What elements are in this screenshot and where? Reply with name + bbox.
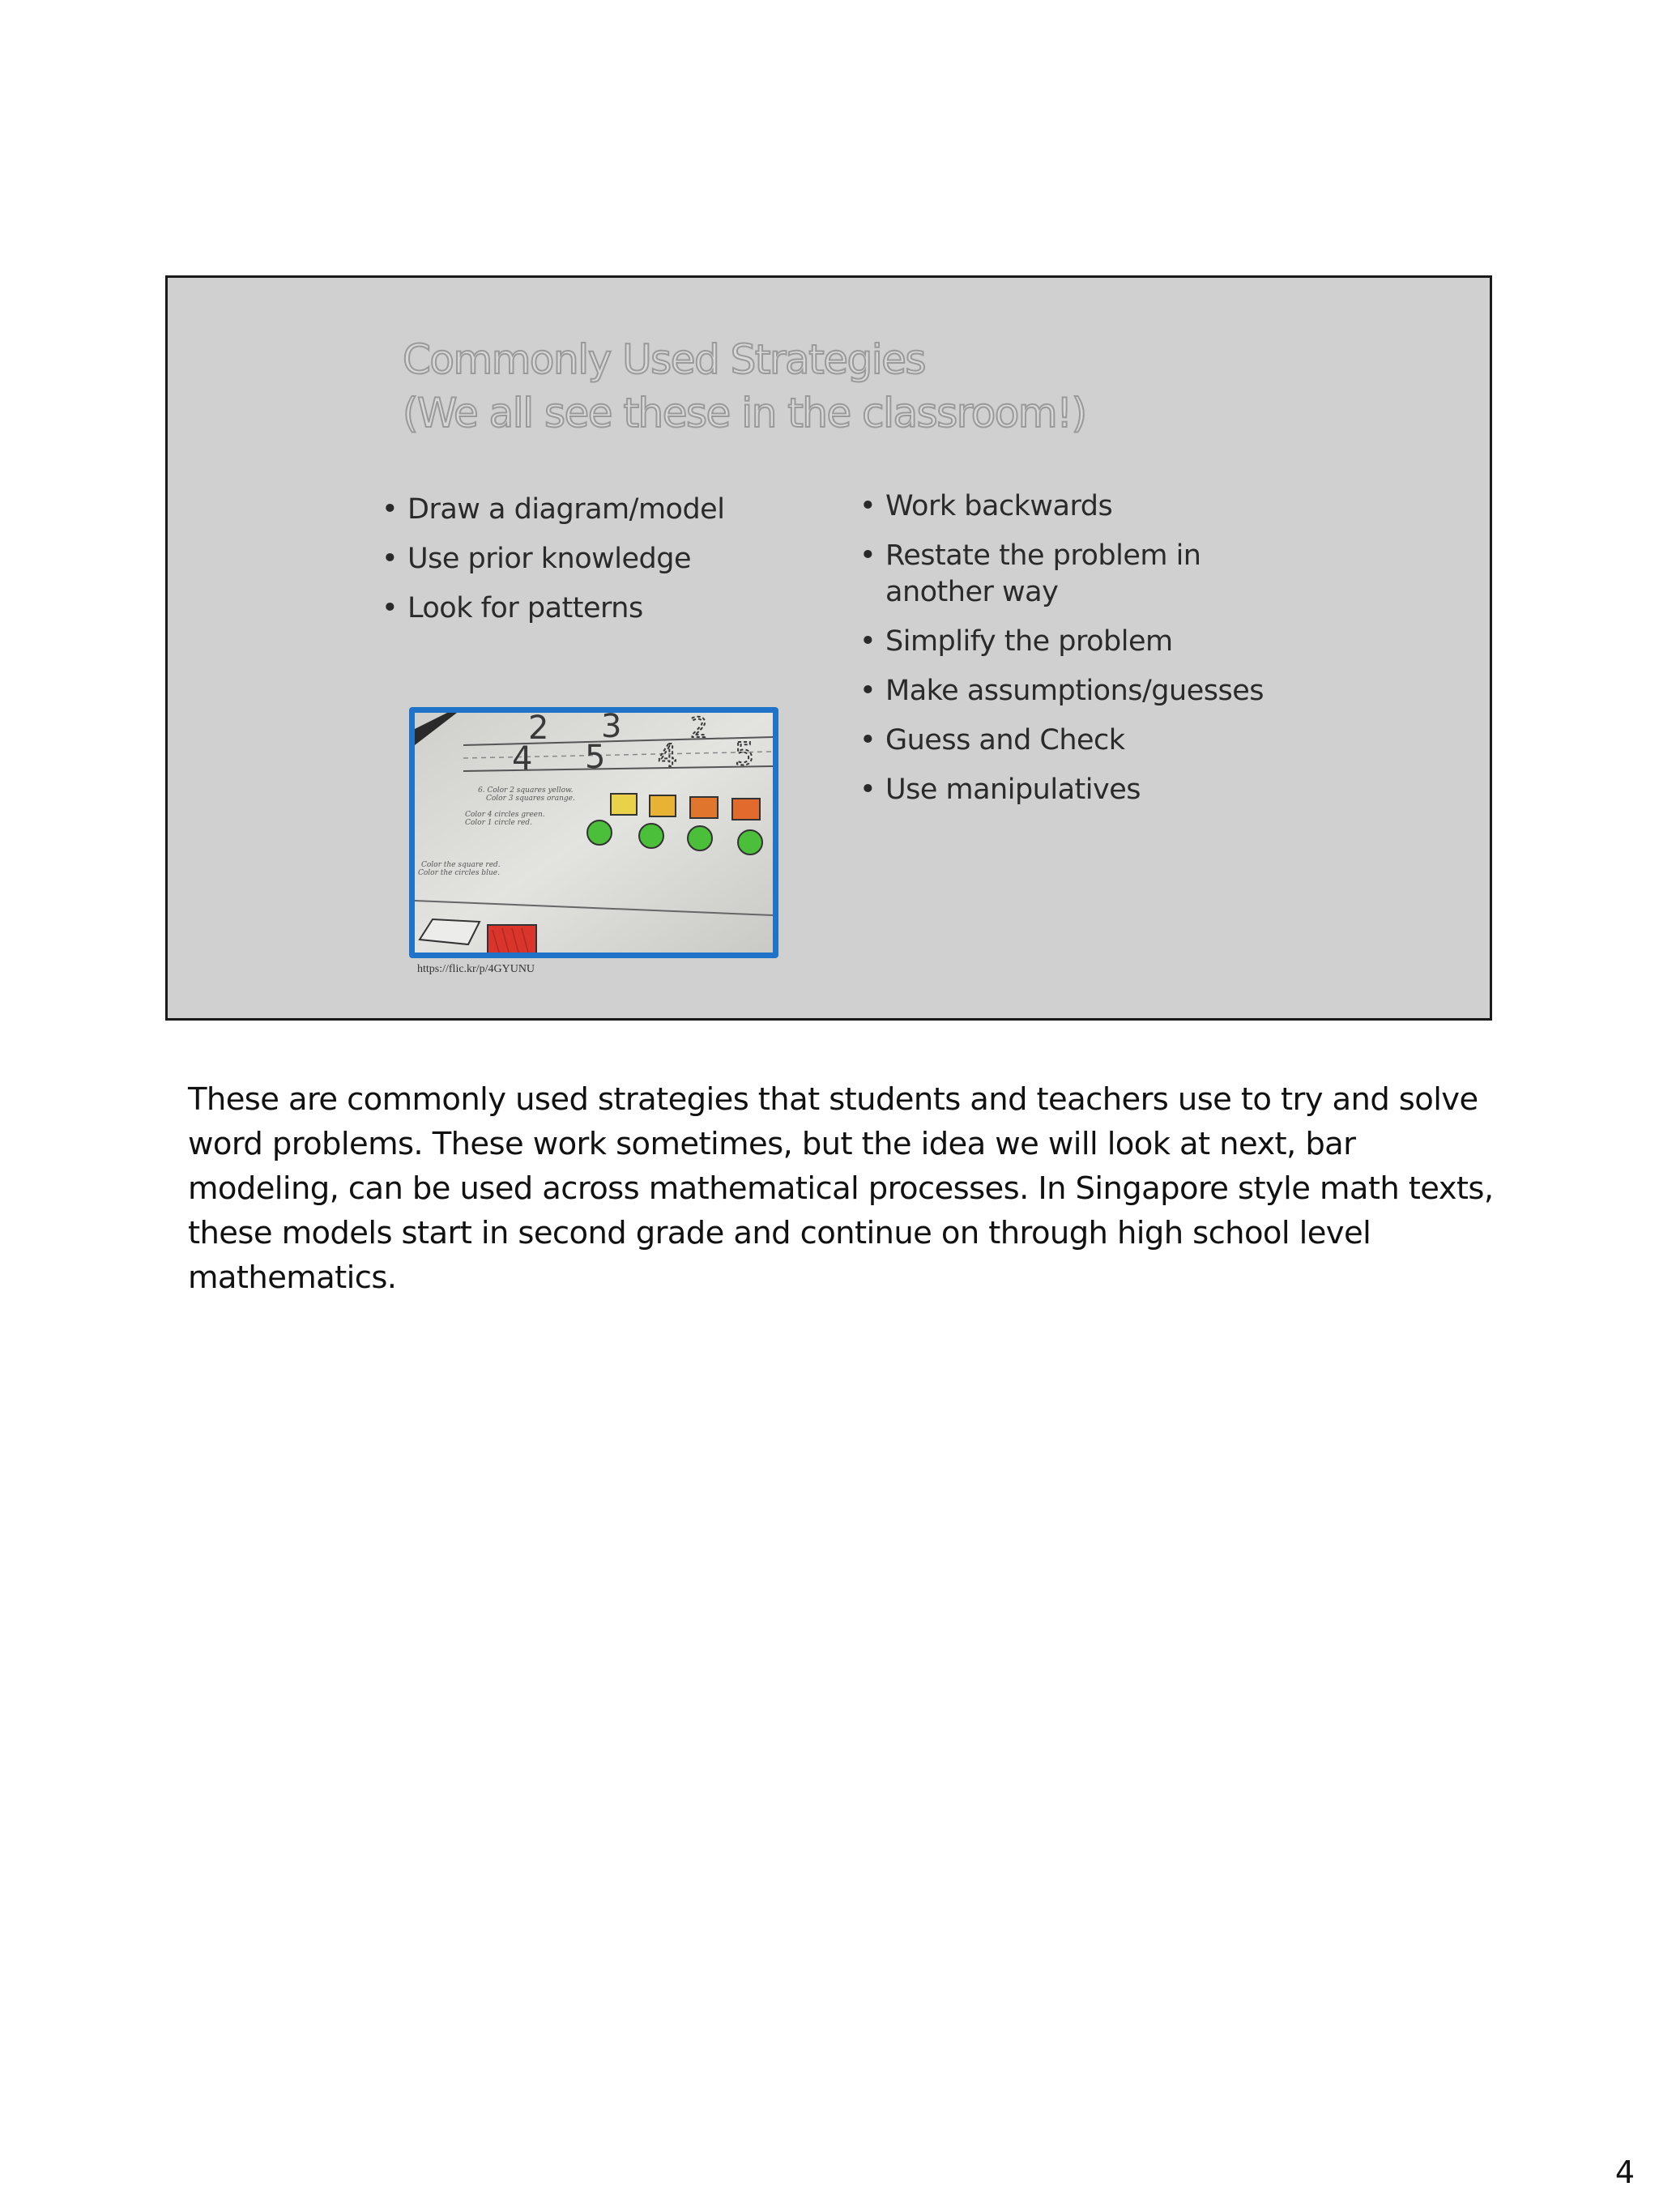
slide-title-line-2: (We all see these in the classroom!)	[403, 390, 1086, 437]
svg-text:3: 3	[601, 713, 622, 745]
slide-title	[403, 333, 1375, 440]
bullet-item: • Use manipulatives	[859, 772, 1313, 808]
bullet-item: • Make assumptions/guesses	[859, 673, 1313, 710]
bullet-item-multiline	[859, 538, 1313, 611]
bullet-line: Restate the problem in	[885, 539, 1201, 572]
notes-line: modeling, can be used across mathematical processes. In Singapore style math texts,	[188, 1170, 1494, 1207]
svg-text:Color 3 squares orange.: Color 3 squares orange.	[486, 795, 575, 803]
svg-text:2: 2	[528, 713, 549, 747]
notes-line: word problems. These work sometimes, but the idea we will look at next, bar	[188, 1126, 1356, 1162]
worksheet-photo-illustration	[415, 713, 773, 953]
svg-text:5: 5	[585, 739, 606, 776]
left-bullet-list	[382, 492, 803, 640]
svg-text:Color 1 circle red.: Color 1 circle red.	[465, 819, 532, 827]
bullet-item: • Use prior knowledge	[382, 541, 803, 578]
page-number: 4	[1614, 2154, 1635, 2190]
svg-text:Color the square red.: Color the square red.	[421, 861, 501, 869]
svg-text:4: 4	[658, 738, 678, 774]
svg-text:2: 2	[690, 713, 708, 744]
speaker-notes	[188, 1077, 1494, 1300]
bullet-item: • Draw a diagram/model	[382, 492, 803, 528]
bullet-item: • Guess and Check	[859, 722, 1313, 759]
notes-line: mathematics.	[188, 1259, 397, 1296]
svg-text:5: 5	[735, 736, 755, 772]
svg-text:6. Color 2 squares yellow.: 6. Color 2 squares yellow.	[478, 786, 574, 795]
right-bullet-list	[859, 488, 1313, 821]
svg-text:Color the circles blue.: Color the circles blue.	[418, 869, 500, 877]
photo-credit-link: https://flic.kr/p/4GYUNU	[417, 963, 535, 975]
slide-title-line-1: Commonly Used Strategies	[403, 336, 925, 383]
worksheet-photo	[409, 707, 778, 958]
svg-text:Color 4 circles green.: Color 4 circles green.	[465, 811, 545, 819]
slide-thumbnail	[165, 275, 1492, 1021]
bullet-item: • Look for patterns	[382, 590, 803, 627]
notes-line: These are commonly used strategies that students and teachers use to try and solve	[188, 1081, 1478, 1118]
notes-line: these models start in second grade and continue on through high school level	[188, 1215, 1371, 1251]
svg-text:4: 4	[512, 740, 533, 778]
bullet-item: • Simplify the problem	[859, 624, 1313, 660]
bullet-item: • Work backwards	[859, 488, 1313, 525]
bullet-line: another way	[885, 576, 1059, 608]
